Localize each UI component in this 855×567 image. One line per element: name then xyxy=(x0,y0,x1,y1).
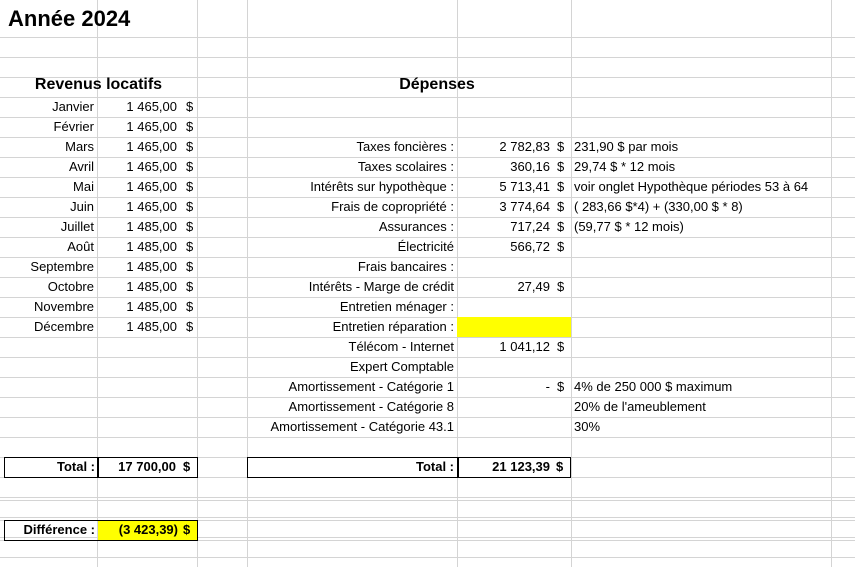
depense-label[interactable]: Intérêts sur hypothèque : xyxy=(310,179,454,194)
depense-label[interactable]: Intérêts - Marge de crédit xyxy=(308,279,454,294)
revenu-month-currency: $ xyxy=(186,159,194,174)
depenses-total-label[interactable]: Total : xyxy=(415,459,454,474)
grid-row-line xyxy=(0,557,855,558)
difference-value[interactable]: (3 423,39) xyxy=(118,522,178,537)
grid-col-line xyxy=(197,0,198,567)
revenu-month-amount[interactable]: 1 485,00 xyxy=(126,259,177,274)
depense-amount[interactable]: 717,24 xyxy=(510,219,550,234)
depense-label[interactable]: Frais bancaires : xyxy=(357,259,454,274)
revenu-month-amount[interactable]: 1 465,00 xyxy=(126,159,177,174)
depense-note[interactable]: 231,90 $ par mois xyxy=(574,139,679,154)
depense-note[interactable]: 20% de l'ameublement xyxy=(574,399,706,414)
depense-amount[interactable] xyxy=(458,257,550,277)
depense-amount[interactable]: 1 041,12 xyxy=(499,339,550,354)
revenu-month-label[interactable]: Janvier xyxy=(52,99,94,114)
grid-row-line xyxy=(0,37,855,38)
depense-label[interactable]: Frais de copropriété : xyxy=(331,199,454,214)
revenu-month-currency: $ xyxy=(186,119,194,134)
depense-currency: $ xyxy=(557,219,565,234)
depense-amount[interactable] xyxy=(458,417,550,437)
highlight-entretien-reparation xyxy=(457,317,571,337)
depense-label[interactable]: Électricité xyxy=(397,239,454,254)
depense-note[interactable]: (59,77 $ * 12 mois) xyxy=(574,219,684,234)
revenus-total-value[interactable]: 17 700,00 xyxy=(118,459,176,474)
revenu-month-currency: $ xyxy=(186,279,194,294)
revenu-month-amount[interactable]: 1 465,00 xyxy=(126,139,177,154)
revenu-month-label[interactable]: Février xyxy=(53,119,94,134)
revenu-month-amount[interactable]: 1 465,00 xyxy=(126,179,177,194)
depense-currency: $ xyxy=(557,199,565,214)
sheet-title[interactable]: Année 2024 xyxy=(8,6,131,31)
depense-label[interactable]: Expert Comptable xyxy=(349,359,454,374)
revenu-month-label[interactable]: Août xyxy=(67,239,94,254)
depense-currency: $ xyxy=(557,339,565,354)
depense-label[interactable]: Entretien ménager : xyxy=(339,299,454,314)
revenu-month-label[interactable]: Octobre xyxy=(47,279,94,294)
depense-amount[interactable]: 2 782,83 xyxy=(499,139,550,154)
depense-note[interactable]: ( 283,66 $*4) + (330,00 $ * 8) xyxy=(574,199,743,214)
depense-label[interactable]: Amortissement - Catégorie 1 xyxy=(288,379,454,394)
revenu-month-amount[interactable]: 1 465,00 xyxy=(126,99,177,114)
revenu-month-amount[interactable]: 1 485,00 xyxy=(126,239,177,254)
revenu-month-amount[interactable]: 1 485,00 xyxy=(126,219,177,234)
depense-currency: $ xyxy=(557,159,565,174)
depense-amount[interactable] xyxy=(458,357,550,377)
revenus-total-label[interactable]: Total : xyxy=(56,459,95,474)
grid-row-line xyxy=(0,500,855,501)
depense-amount[interactable]: - xyxy=(545,379,550,394)
depense-currency: $ xyxy=(557,239,565,254)
grid-col-line xyxy=(831,0,832,567)
revenu-month-amount[interactable]: 1 485,00 xyxy=(126,299,177,314)
revenu-month-amount[interactable]: 1 485,00 xyxy=(126,319,177,334)
revenu-month-currency: $ xyxy=(186,99,194,114)
depense-amount[interactable]: 5 713,41 xyxy=(499,179,550,194)
depense-amount[interactable] xyxy=(458,297,550,317)
revenu-month-currency: $ xyxy=(186,179,194,194)
depense-label[interactable]: Entretien réparation : xyxy=(332,319,454,334)
depense-label[interactable]: Amortissement - Catégorie 8 xyxy=(288,399,454,414)
depense-currency: $ xyxy=(557,139,565,154)
depense-currency: $ xyxy=(557,179,565,194)
revenu-month-amount[interactable]: 1 485,00 xyxy=(126,279,177,294)
difference-label[interactable]: Différence : xyxy=(23,522,95,537)
depense-note[interactable]: voir onglet Hypothèque périodes 53 à 64 xyxy=(574,179,809,194)
depenses-total-value[interactable]: 21 123,39 xyxy=(492,459,550,474)
grid-row-line xyxy=(0,497,855,498)
depense-label[interactable]: Taxes foncières : xyxy=(356,139,454,154)
depenses-total-currency: $ xyxy=(556,459,564,474)
depense-note[interactable]: 30% xyxy=(574,419,601,434)
revenu-month-label[interactable]: Mai xyxy=(73,179,94,194)
depense-label[interactable]: Taxes scolaires : xyxy=(357,159,454,174)
revenu-month-label[interactable]: Juillet xyxy=(60,219,94,234)
difference-currency: $ xyxy=(183,522,191,537)
revenu-month-currency: $ xyxy=(186,139,194,154)
revenus-header[interactable]: Revenus locatifs xyxy=(34,76,163,93)
revenu-month-label[interactable]: Novembre xyxy=(34,299,94,314)
revenu-month-label[interactable]: Décembre xyxy=(34,319,94,334)
revenu-month-currency: $ xyxy=(186,319,194,334)
revenu-month-currency: $ xyxy=(186,259,194,274)
revenu-month-amount[interactable]: 1 465,00 xyxy=(126,199,177,214)
depense-currency: $ xyxy=(557,279,565,294)
grid-row-line xyxy=(0,517,855,518)
depense-label[interactable]: Assurances : xyxy=(378,219,454,234)
depense-amount[interactable]: 3 774,64 xyxy=(499,199,550,214)
grid-row-line xyxy=(0,57,855,58)
revenu-month-currency: $ xyxy=(186,199,194,214)
revenu-month-currency: $ xyxy=(186,299,194,314)
depense-label[interactable]: Télécom - Internet xyxy=(348,339,454,354)
depense-currency: $ xyxy=(557,379,565,394)
revenu-month-label[interactable]: Mars xyxy=(65,139,94,154)
revenu-month-amount[interactable]: 1 465,00 xyxy=(126,119,177,134)
grid-row-line xyxy=(0,437,855,438)
depense-note[interactable]: 29,74 $ * 12 mois xyxy=(574,159,676,174)
depense-amount[interactable] xyxy=(458,397,550,417)
depense-amount[interactable]: 27,49 xyxy=(517,279,550,294)
revenus-total-currency: $ xyxy=(183,459,191,474)
depense-label[interactable]: Amortissement - Catégorie 43.1 xyxy=(270,419,454,434)
depenses-header[interactable]: Dépenses xyxy=(399,76,475,93)
revenu-month-currency: $ xyxy=(186,219,194,234)
depense-amount[interactable]: 566,72 xyxy=(510,239,550,254)
depense-note[interactable]: 4% de 250 000 $ maximum xyxy=(574,379,733,394)
revenu-month-label[interactable]: Septembre xyxy=(30,259,94,274)
depense-amount[interactable]: 360,16 xyxy=(510,159,550,174)
revenu-month-currency: $ xyxy=(186,239,194,254)
revenu-month-label[interactable]: Avril xyxy=(68,159,94,174)
revenu-month-label[interactable]: Juin xyxy=(70,199,94,214)
